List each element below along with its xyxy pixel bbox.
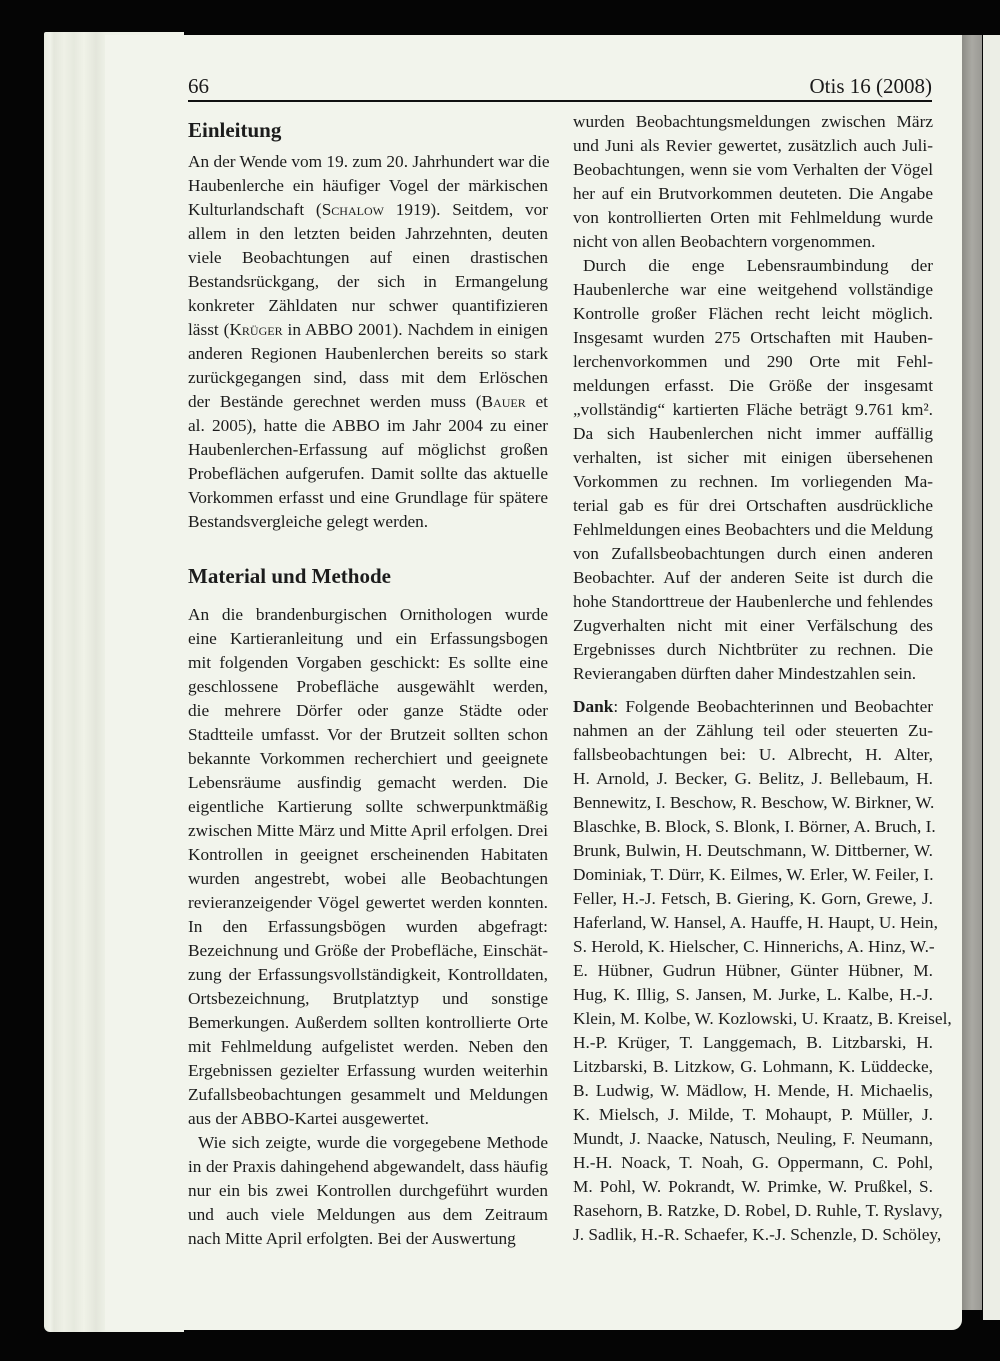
text-line: konkreter Zähldaten nur schwer quantifizieren — [188, 296, 548, 315]
author-name: Schalow — [321, 200, 384, 219]
text-line: fallsbeobachtungen bei: U. Albrecht, H. Alter, — [573, 745, 933, 764]
text-line: Vorkommen erfasst und eine Grundlage für spätere — [188, 488, 548, 507]
text-line: Bezeichnung und Größe der Probefläche, Einschät- — [188, 941, 548, 960]
text-line: verhalten, ist sicher mit einigen übersehenen — [573, 448, 933, 467]
text-line: eigentliche Kartierung sollte schwerpunktmäßig — [188, 797, 548, 816]
text-line: Ergebnisses durch Nichtbrüter zu rechnen. Die — [573, 640, 933, 659]
text-line: hohe Standorttreue der Haubenlerche und fehlendes — [573, 592, 933, 611]
text-line: H. Arnold, J. Becker, G. Belitz, J. Bellebaum, H. — [573, 769, 933, 788]
text-line: von kontrollierten Orten mit Fehlmeldung wurde — [573, 208, 933, 227]
author-name: Bauer — [481, 392, 526, 411]
text-line: her auf ein Brutvorkommen deuteten. Die Angabe — [573, 184, 933, 203]
text-line: Fehlmeldungen eines Beobachters und die Meldung — [573, 520, 933, 539]
text-line: nicht von allen Beobachtern vorgenommen. — [573, 232, 876, 251]
text-line: der Bestände gerechnet werden muss (Bauer et — [188, 392, 548, 411]
text-line: M. Pohl, W. Pokrandt, W. Primke, W. Prußkel, S. — [573, 1177, 933, 1196]
text-line: Hug, K. Illig, S. Jansen, M. Jurke, L. Kalbe, H.-J. — [573, 985, 933, 1004]
text-line: die mehrere Dörfer oder ganze Städte oder — [188, 701, 548, 720]
text-line: viele Beobachtungen auf einen drastischen — [188, 248, 548, 267]
text-line: B. Ludwig, W. Mädlow, H. Mende, H. Michaelis, — [573, 1081, 933, 1100]
text-line: Brunk, Bulwin, H. Deutschmann, W. Dittberner, W. — [573, 841, 933, 860]
text-line: allem in den letzten beiden Jahrzehnten, deuten — [188, 224, 548, 243]
text-line: Blaschke, B. Block, S. Blonk, I. Börner, A. Bruch, I. — [573, 817, 936, 836]
text-line: An der Wende vom 19. zum 20. Jahrhundert war die — [188, 152, 550, 171]
text-line: Zugverhalten nicht mit einer Verfälschung des — [573, 616, 933, 635]
text-line: zung der Erfassungsvollständigkeit, Kontrolldaten, — [188, 965, 548, 984]
text-line: Beobachter. Auf der anderen Seite ist durch die — [573, 568, 933, 587]
text-line: wurden angestrebt, wobei alle Beobachtungen — [188, 869, 548, 888]
text-line: Probeflächen aufgerufen. Damit sollte das aktuelle — [188, 464, 548, 483]
text-line: Klein, M. Kolbe, W. Kozlowski, U. Kraatz, B. Kreisel, — [573, 1009, 952, 1028]
text-line: Bennewitz, I. Beschow, R. Beschow, W. Birkner, W. — [573, 793, 935, 812]
text-line: Haubenlerche war eine weitgehend vollständige — [573, 280, 933, 299]
text-line: Haubenlerchen-Erfassung auf möglichst großen — [188, 440, 548, 459]
text-line: und auch viele Meldungen aus dem Zeitraum — [188, 1205, 548, 1224]
text-line: H.-P. Krüger, T. Langgemach, B. Litzbarski, H. — [573, 1033, 933, 1052]
text-line: In den Erfassungsbögen wurden abgefragt: — [188, 917, 548, 936]
acknowledgements-first-line — [573, 695, 933, 719]
header-rule — [188, 100, 932, 102]
text-line: lerchenvorkommen und 290 Orte mit Fehl- — [573, 352, 933, 371]
book-gutter — [962, 35, 982, 1310]
text-line: Durch die enge Lebensraumbindung der — [583, 256, 933, 275]
text-line: Vorkommen zu rechnen. Im vorliegenden Ma- — [573, 472, 933, 491]
text-line: nur ein bis zwei Kontrollen durchgeführt wurden — [188, 1181, 548, 1200]
text-line: Kulturlandschaft (Schalow 1919). Seitdem, vor — [188, 200, 548, 219]
text-line: al. 2005), hatte die ABBO im Jahr 2004 zu einer — [188, 416, 548, 435]
text-line: Rasehorn, B. Ratzke, D. Robel, D. Ruhle, T. Ryslavy, — [573, 1201, 943, 1220]
text-line: E. Hübner, Gudrun Hübner, Günter Hübner, M. — [573, 961, 933, 980]
text-line: Wie sich zeigte, wurde die vorgegebene Methode — [198, 1133, 548, 1152]
text-line: J. Sadlik, H.-R. Schaefer, K.-J. Schenzle, D. Schöley, — [573, 1225, 942, 1244]
text-line: Insgesamt wurden 275 Ortschaften mit Hauben- — [573, 328, 933, 347]
text-line: zurückgegangen sind, dass mit dem Erlöschen — [188, 368, 548, 387]
text-line: Lebensräume ausfindig gemacht werden. Die — [188, 773, 548, 792]
text-line: lässt (Krüger in ABBO 2001). Nachdem in einigen — [188, 320, 548, 339]
text-line: zwischen Mitte März und Mitte April erfolgen. Drei — [188, 821, 548, 840]
text-line: revieranzeigender Vögel gewertet werden konnten. — [188, 893, 548, 912]
text-line: nahmen an der Zählung teil oder steuerten Zu- — [573, 721, 933, 740]
text-line: „vollständig“ kartierten Fläche beträgt 9.761 km². — [573, 400, 933, 419]
text-line: Beobachtungen, wenn sie vom Verhalten der Vögel — [573, 160, 933, 179]
text-line: und Juni als Revier gewertet, zusätzlich auch Juli- — [573, 136, 933, 155]
text-line: anderen Regionen Haubenlerchen bereits so stark — [188, 344, 548, 363]
text-line: Bemerkungen. Außerdem sollten kontrollierte Orte — [188, 1013, 548, 1032]
acknowledgements-label: Dank — [573, 697, 614, 716]
text-line: Da sich Haubenlerchen nicht immer auffällig — [573, 424, 933, 443]
section-heading-einleitung: Einleitung — [188, 118, 282, 142]
text-line: mit Fehlmeldung aufgelistet werden. Neben den — [188, 1037, 548, 1056]
running-head — [188, 74, 932, 100]
text-line: eine Kartieranleitung und ein Erfassungsbogen — [188, 629, 548, 648]
text-line: Stadtteile umfasst. Vor der Brutzeit sollten schon — [188, 725, 548, 744]
text-line: bekannte Vorkommen recherchiert und geeignete — [188, 749, 548, 768]
text-line: Haubenlerche ein häufiger Vogel der märkischen — [188, 176, 548, 195]
section-heading-material-und-methode: Material und Methode — [188, 564, 391, 588]
text-line: An die brandenburgischen Ornithologen wurde — [188, 605, 548, 624]
text-line: Bestandsrückgang, der sich in Ermangelung — [188, 272, 548, 291]
text-line: Ergebnissen gezielter Erfassung wurden weiterhin — [188, 1061, 548, 1080]
text-line: Ortsbezeichnung, Brutplatztyp und sonstige — [188, 989, 548, 1008]
journal-citation: Otis 16 (2008) — [809, 74, 932, 98]
text-line: Mundt, J. Naacke, Natusch, Neuling, F. Neumann, — [573, 1129, 933, 1148]
text-line: in der Praxis dahingehend abgewandelt, dass häufig — [188, 1157, 548, 1176]
text-line: Feller, H.-J. Fetsch, B. Giering, K. Gorn, Grewe, J. — [573, 889, 933, 908]
text-line: Bestandsvergleiche gelegt werden. — [188, 512, 429, 531]
text-line: Litzbarski, B. Litzkow, G. Lohmann, K. Lüddecke, — [573, 1057, 933, 1076]
text-line: von Zufallsbeobachtungen durch einen anderen — [573, 544, 933, 563]
text-line: wurden Beobachtungsmeldungen zwischen März — [573, 112, 933, 131]
page-number: 66 — [188, 74, 209, 98]
text-line: geschlossene Probefläche ausgewählt werden, — [188, 677, 548, 696]
text-line: Kontrollen in geeignet erscheinenden Habitaten — [188, 845, 548, 864]
text-line: Haferland, W. Hansel, A. Hauffe, H. Haupt, U. Hein, — [573, 913, 938, 932]
text-line: K. Mielsch, J. Milde, T. Mohaupt, P. Müller, J. — [573, 1105, 933, 1124]
text-line: S. Herold, K. Hielscher, C. Hinnerichs, A. Hinz, W.- — [573, 937, 935, 956]
author-name: Krüger — [229, 320, 283, 339]
acknowledgements-text: : Folgende Beobachterinnen und Beobachter — [613, 697, 933, 716]
facing-page-edge — [983, 35, 1000, 1320]
text-line: mit folgenden Vorgaben geschickt: Es sollte eine — [188, 653, 548, 672]
text-line: Zufallsbeobachtungen gesammelt und Meldungen — [188, 1085, 548, 1104]
text-line: Revierangaben dürften daher Mindestzahlen sein. — [573, 664, 917, 683]
text-line: nach Mitte April erfolgten. Bei der Auswertung — [188, 1229, 516, 1248]
text-line: Kontrolle großer Flächen recht leicht möglich. — [573, 304, 933, 323]
text-line: terial gab es für drei Ortschaften ausdrückliche — [573, 496, 933, 515]
text-line: Dominiak, T. Dürr, K. Eilmes, W. Erler, W. Feiler, I. — [573, 865, 934, 884]
text-line: meldungen erfasst. Die Größe der insgesamt — [573, 376, 933, 395]
text-line: H.-H. Noack, T. Noah, G. Oppermann, C. Pohl, — [573, 1153, 933, 1172]
text-line: aus der ABBO-Kartei ausgewertet. — [188, 1109, 429, 1128]
